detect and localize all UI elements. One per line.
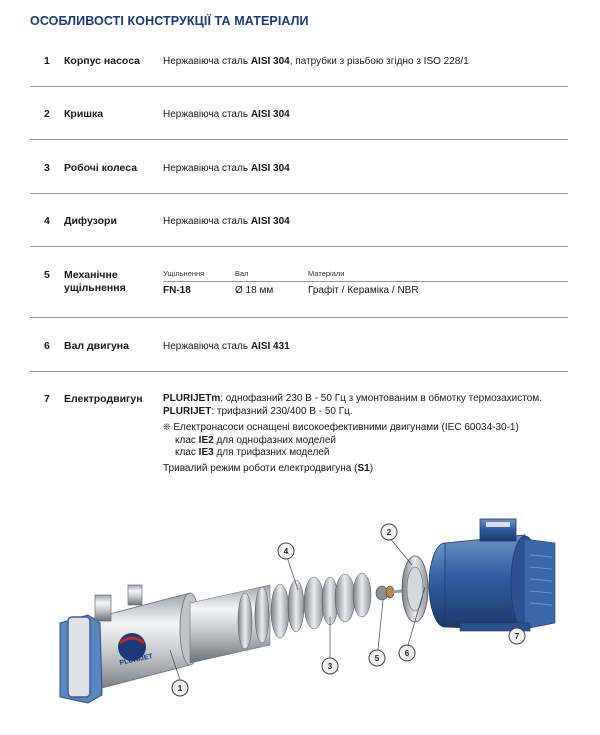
row-description: Нержавіюча сталь AISI 304 bbox=[163, 109, 290, 120]
row-label-line2: ущільнення bbox=[64, 282, 126, 294]
row-label: Дифузори bbox=[64, 215, 117, 227]
spec-row-mechanical-seal bbox=[30, 268, 568, 318]
seal-value-shaft: Ø 18 мм bbox=[235, 285, 274, 296]
row-number: 2 bbox=[44, 108, 50, 120]
row-description: Нержавіюча сталь AISI 304 bbox=[163, 163, 290, 174]
svg-text:PLURIJET: PLURIJET bbox=[118, 653, 154, 667]
row-number: 3 bbox=[44, 162, 50, 174]
row-label: Робочі колеса bbox=[64, 162, 138, 174]
asterism-icon: ❊ bbox=[163, 422, 171, 432]
section-title: ОСОБЛИВОСТІ КОНСТРУКЦІЇ ТА МАТЕРІАЛИ bbox=[30, 14, 309, 28]
seal-header-materials: Матеріали bbox=[308, 269, 345, 278]
row-description: Нержавіюча сталь AISI 304 bbox=[163, 216, 290, 227]
electric-motor-part bbox=[429, 519, 555, 631]
row-label: Вал двигуна bbox=[64, 340, 129, 352]
pump-exploded-illustration bbox=[40, 505, 570, 715]
callout-7 bbox=[509, 628, 525, 644]
callout-2 bbox=[381, 524, 397, 540]
motor-class-ie2-line: клас IE2 для однофазних моделей bbox=[175, 434, 337, 446]
svg-text:6: 6 bbox=[404, 649, 410, 658]
divider bbox=[30, 246, 568, 247]
row-number: 4 bbox=[44, 215, 50, 227]
motor-efficiency-line: ❊ Електронасоси оснащені високоефективними двигунами (IEC 60034-30-1) bbox=[163, 422, 519, 433]
divider bbox=[30, 193, 568, 194]
svg-text:7: 7 bbox=[514, 632, 520, 641]
divider bbox=[30, 371, 568, 372]
divider bbox=[30, 317, 568, 318]
svg-text:3: 3 bbox=[327, 662, 333, 671]
motor-single-phase-line: PLURIJETm: однофазний 230 В - 50 Гц з умонтованим в обмотку термозахистом. bbox=[163, 393, 542, 404]
row-label-line1: Механічне bbox=[64, 269, 118, 281]
seal-header-divider bbox=[163, 281, 568, 282]
row-number: 1 bbox=[44, 55, 50, 67]
row-number: 7 bbox=[44, 393, 50, 405]
row-label: Корпус насоса bbox=[64, 55, 141, 67]
row-label: Електродвигун bbox=[64, 393, 143, 405]
motor-duty-line: Тривалий режим роботи електродвигуна (S1) bbox=[163, 462, 374, 474]
motor-three-phase-line: PLURIJET: трифазний 230/400 В - 50 Гц. bbox=[163, 405, 353, 417]
callout-3 bbox=[322, 658, 338, 674]
divider bbox=[30, 86, 568, 87]
callout-4 bbox=[278, 543, 294, 559]
row-label: Кришка bbox=[64, 108, 104, 120]
seal-value-seal: FN-18 bbox=[163, 285, 191, 296]
divider bbox=[30, 139, 568, 140]
seal-value-materials: Графіт / Кераміка / NBR bbox=[308, 285, 419, 296]
callout-1 bbox=[172, 680, 188, 696]
callout-6 bbox=[399, 645, 415, 661]
impellers-diffusers-part bbox=[238, 573, 371, 649]
svg-text:2: 2 bbox=[386, 528, 392, 537]
row-number: 5 bbox=[44, 269, 50, 281]
spec-row-motor bbox=[30, 393, 568, 483]
seal-header-shaft: Вал bbox=[235, 269, 249, 278]
seal-header-seal: Ущільнення bbox=[163, 269, 205, 278]
motor-description bbox=[163, 393, 563, 475]
svg-text:5: 5 bbox=[374, 654, 380, 663]
callout-5 bbox=[369, 650, 385, 666]
svg-text:4: 4 bbox=[283, 547, 289, 556]
motor-class-ie3-line: клас IE3 для трифазних моделей bbox=[175, 447, 330, 458]
row-description: Нержавіюча сталь AISI 431 bbox=[163, 341, 290, 352]
svg-text:1: 1 bbox=[177, 684, 183, 693]
row-number: 6 bbox=[44, 340, 50, 352]
mechanical-seal-part bbox=[376, 586, 394, 600]
row-description: Нержавіюча сталь AISI 304, патрубки з різьбою згідно з ISO 228/1 bbox=[163, 56, 469, 67]
